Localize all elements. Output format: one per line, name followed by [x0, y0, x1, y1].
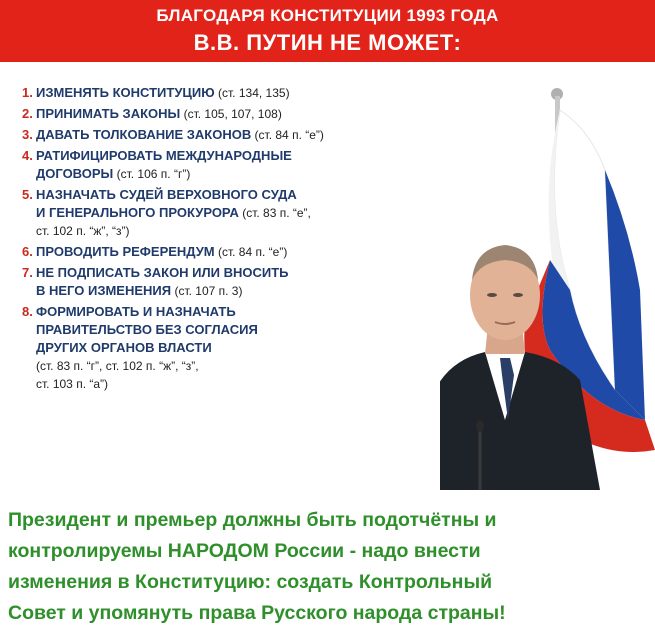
item-line: [36, 204, 442, 222]
item-number: 6.: [22, 244, 33, 259]
article-reference: (ст. 105, 107, 108): [180, 107, 282, 121]
header-line-2: В.В. ПУТИН НЕ МОЖЕТ:: [193, 30, 462, 55]
article-reference: (ст. 84 п. “е”): [251, 128, 324, 142]
list-item: [22, 264, 442, 300]
item-number: 5.: [22, 187, 33, 202]
item-text: НАЗНАЧАТЬ СУДЕЙ ВЕРХОВНОГО СУДА: [36, 187, 297, 202]
item-text: ФОРМИРОВАТЬ И НАЗНАЧАТЬ: [36, 304, 236, 319]
powers-list: [22, 84, 442, 396]
item-text: ПРИНИМАТЬ ЗАКОНЫ: [36, 106, 181, 121]
list-item: [22, 243, 442, 261]
bottom-line-1: Президент и премьер должны быть подотчётны и: [8, 509, 497, 531]
item-number: 8.: [22, 304, 33, 319]
item-line: [36, 303, 442, 321]
item-line: [36, 243, 442, 261]
item-line: [36, 186, 442, 204]
bottom-message: [8, 505, 653, 629]
article-reference: ст. 103 п. “а”): [36, 377, 109, 391]
item-text: НЕ ПОДПИСАТЬ ЗАКОН ИЛИ ВНОСИТЬ: [36, 265, 289, 280]
item-line: [36, 321, 442, 339]
item-line: [36, 339, 442, 357]
item-text: ИЗМЕНЯТЬ КОНСТИТУЦИЮ: [36, 85, 215, 100]
item-text: ПРОВОДИТЬ РЕФЕРЕНДУМ: [36, 244, 215, 259]
item-number: 1.: [22, 85, 33, 100]
item-line: [36, 357, 442, 375]
item-number: 2.: [22, 106, 33, 121]
item-text: РАТИФИЦИРОВАТЬ МЕЖДУНАРОДНЫЕ: [36, 148, 292, 163]
article-reference: (ст. 84 п. “е”): [214, 245, 288, 259]
item-text: И ГЕНЕРАЛЬНОГО ПРОКУРОРА: [36, 205, 239, 220]
article-reference: ст. 102 п. “ж”, “з”): [36, 224, 130, 238]
bottom-line-2: контролируемы НАРОДОМ России - надо внести: [8, 540, 481, 562]
article-reference: (ст. 83 п. “е”,: [238, 206, 311, 220]
item-text: ДАВАТЬ ТОЛКОВАНИЕ ЗАКОНОВ: [36, 127, 252, 142]
item-line: [36, 126, 442, 144]
item-line: [36, 84, 442, 102]
list-item: [22, 147, 442, 183]
list-item: [22, 186, 442, 240]
list-item: [22, 105, 442, 123]
item-line: [36, 222, 442, 240]
bottom-line-4: Совет и упомянуть права Русского народа страны!: [8, 602, 506, 624]
header-banner: [0, 0, 655, 62]
item-number: 3.: [22, 127, 33, 142]
item-line: [36, 105, 442, 123]
list-item: [22, 303, 442, 393]
bottom-line-3: изменения в Конституцию: создать Контрольный: [8, 571, 493, 593]
item-number: 7.: [22, 265, 33, 280]
item-text: ПРАВИТЕЛЬСТВО БЕЗ СОГЛАСИЯ: [36, 322, 258, 337]
item-text: В НЕГО ИЗМЕНЕНИЯ: [36, 283, 172, 298]
item-text: ДРУГИХ ОРГАНОВ ВЛАСТИ: [36, 340, 212, 355]
list-item: [22, 84, 442, 102]
item-number: 4.: [22, 148, 33, 163]
article-reference: (ст. 83 п. “г”, ст. 102 п. “ж”, “з”,: [36, 359, 199, 373]
item-line: [36, 264, 442, 282]
item-line: [36, 165, 442, 183]
item-line: [36, 375, 442, 393]
list-item: [22, 126, 442, 144]
article-reference: (ст. 107 п. 3): [171, 284, 243, 298]
item-line: [36, 282, 442, 300]
article-reference: (ст. 134, 135): [214, 86, 290, 100]
flag-and-figure-illustration: [440, 90, 655, 490]
item-line: [36, 147, 442, 165]
header-line-1: БЛАГОДАРЯ КОНСТИТУЦИИ 1993 ГОДА: [156, 6, 499, 25]
item-text: ДОГОВОРЫ: [36, 166, 114, 181]
article-reference: (ст. 106 п. “г”): [113, 167, 191, 181]
